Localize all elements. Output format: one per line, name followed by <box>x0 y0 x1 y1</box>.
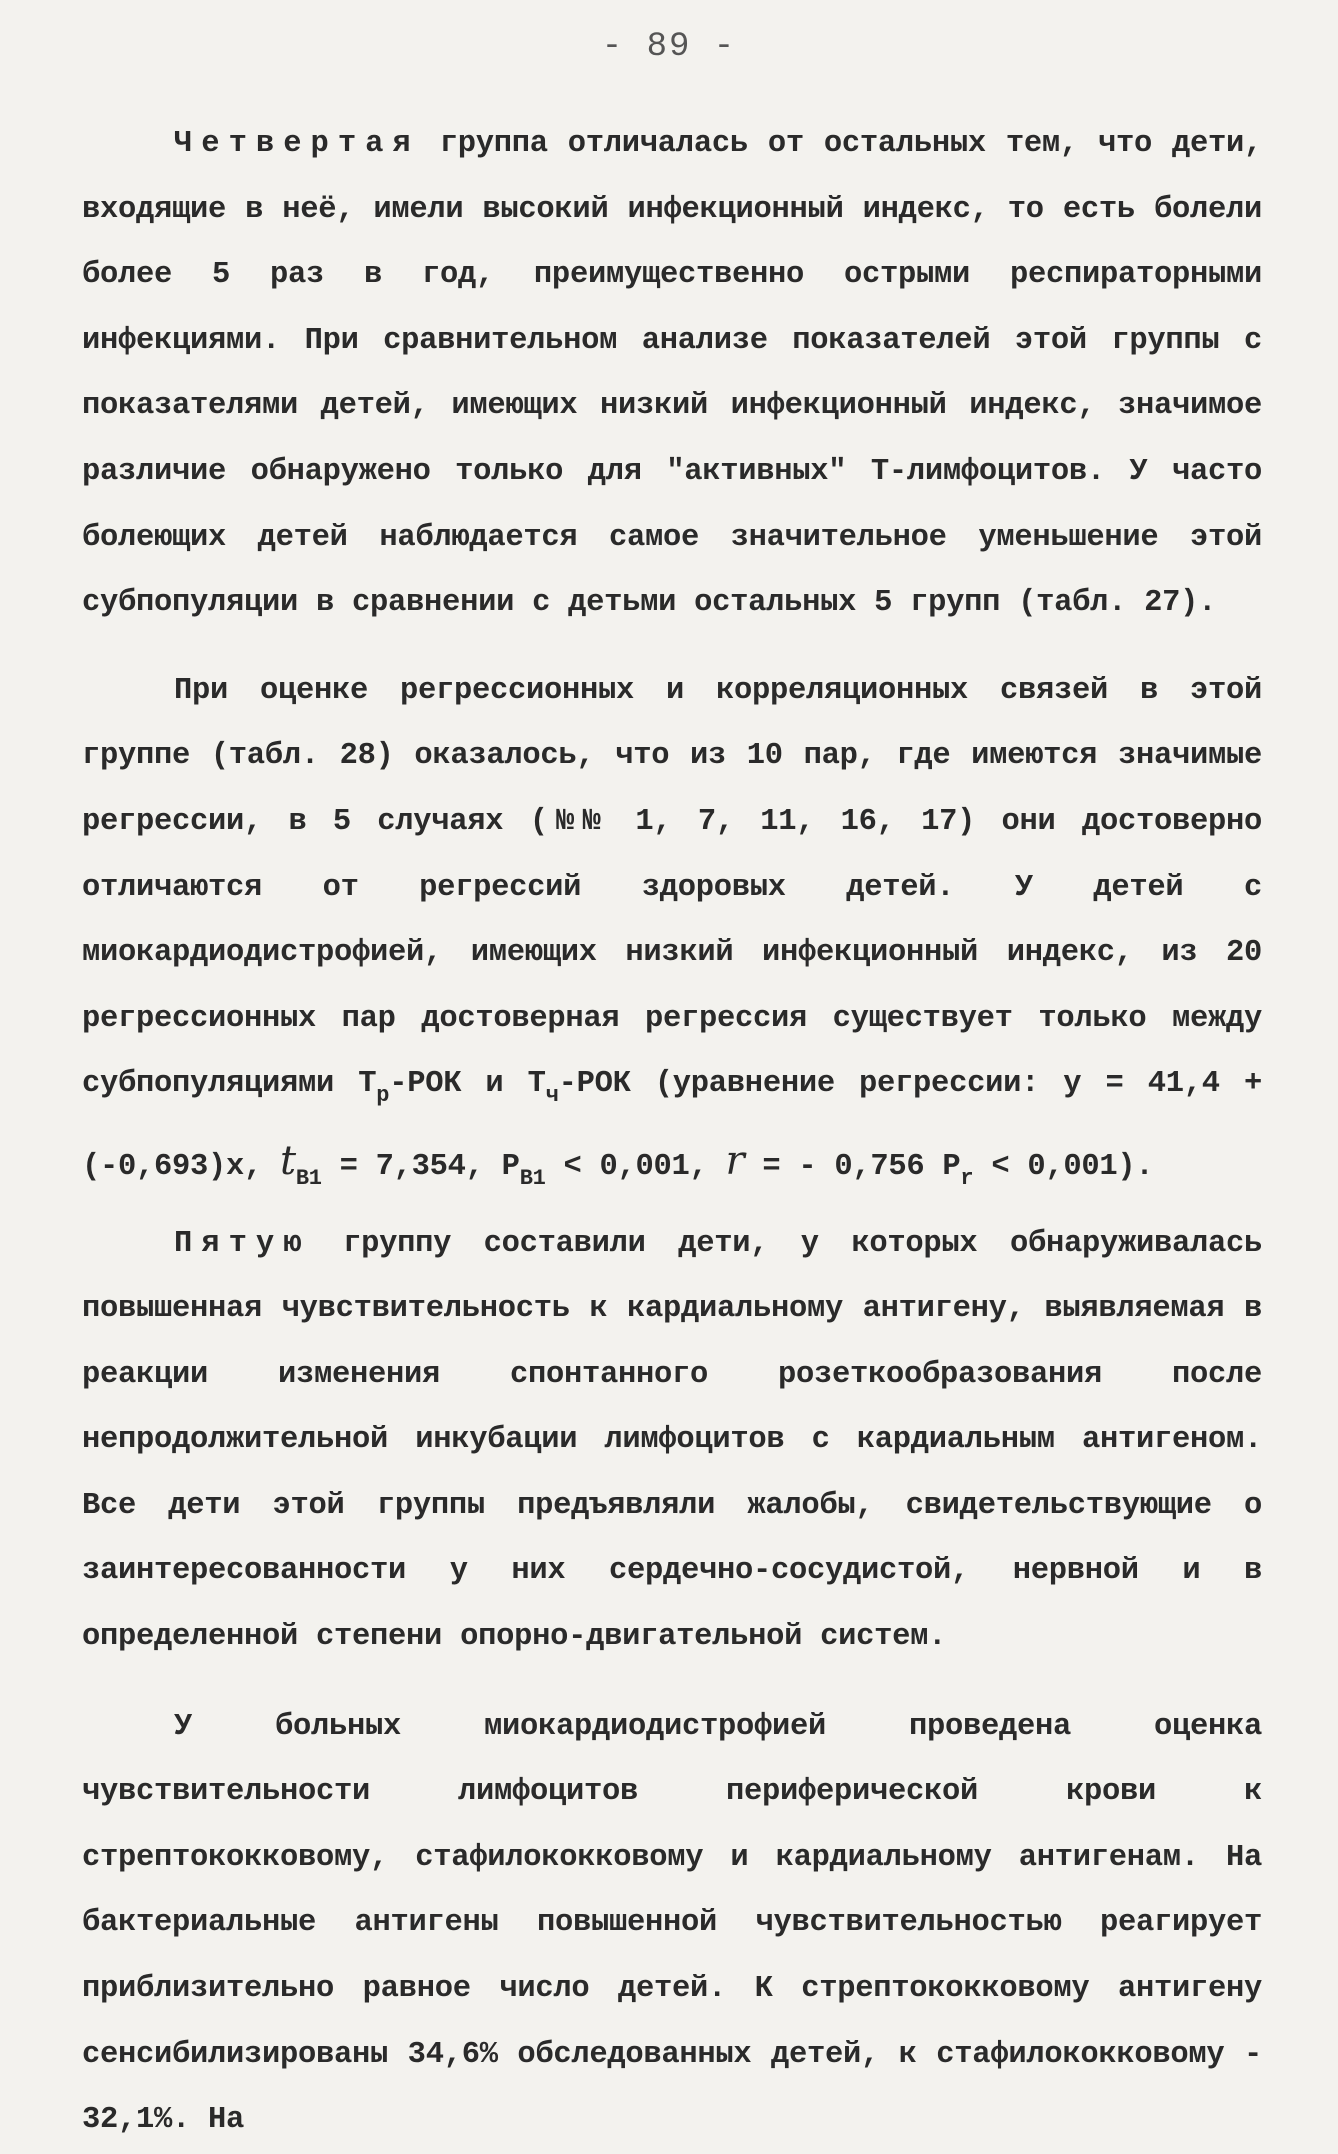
paragraph-fifth-text: группу составили дети, у которых обнаруживалась повышенная чувствительность к кардиальному антигену, выявляемая в реакции изменения спонтанного розеткообразования после непродолжительной инкубации лимфоцитов с кардиальным антигеном. Все дети этой группы предъявляли жалобы, свидетельствующие о заинтересованности у них сердечно-сосудистой, нервной и в определенной степени опорно-двигательной систем. <box>82 1226 1262 1655</box>
document-body <box>82 112 1262 2154</box>
paragraph-antigens-text: У больных миокардиодистрофией проведена оценка чувствительности лимфоцитов периферической крови к стрептококковому, стафилококковому и кардиальному антигенам. На бактериальные антигены повышенной чувствительностью реагирует приблизительно равное число детей. К стрептококковому антигену сенсибилизированы 34,6% обследованных детей, к стафилококковому - 32,1%. На <box>82 1709 1262 2138</box>
r-symbol: r <box>725 1137 745 1184</box>
subscript-r: r <box>960 1165 974 1191</box>
paragraph-regression <box>82 659 1262 1212</box>
paragraph-fifth-group <box>82 1212 1262 1671</box>
page-number: - 89 - <box>601 28 737 66</box>
regression-text-b: -РОК и Т <box>389 1067 546 1102</box>
spaced-word-fourth: Четвертая <box>174 127 420 161</box>
regression-text-f: = - 0,756 P <box>744 1149 961 1184</box>
subscript-b1: B1 <box>295 1165 322 1191</box>
subscript-ch: ч <box>545 1083 559 1109</box>
regression-text-g: < 0,001). <box>973 1149 1154 1184</box>
subscript-b1-p: B1 <box>519 1165 546 1191</box>
subscript-p: р <box>376 1083 390 1109</box>
paragraph-fourth-group <box>82 112 1262 637</box>
t-symbol: t <box>280 1137 296 1184</box>
regression-text-d: = 7,354, P <box>321 1149 520 1184</box>
paragraph-fourth-text: группа отличалась от остальных тем, что дети, входящие в неё, имели высокий инфекционный индекс, то есть болели более 5 раз в год, преимущественно острыми респираторными инфекциями. При сравнительном анализе показателей этой группы с показателями детей, имеющих низкий инфекционный индекс, значимое различие обнаружено только для "активных" Т-лимфоцитов. У часто болеющих детей наблюдается самое значительное уменьшение этой субпопуляции в сравнении с детьми остальных 5 групп (табл. 27). <box>82 127 1262 621</box>
paragraph-antigens <box>82 1695 1262 2154</box>
regression-text-c: -РОК (уравнение регрессии: у = 41,4 + (-0,693)х, <box>82 1067 1262 1184</box>
regression-text-e: < 0,001, <box>545 1149 726 1184</box>
spaced-word-fifth: Пятую <box>174 1226 311 1261</box>
regression-text-a: При оценке регрессионных и корреляционных связей в этой группе (табл. 28) оказалось, что из 10 пар, где имеются значимые регрессии, в 5 случаях (№№ 1, 7, 11, 16, 17) они достоверно отличаются от регрессий здоровых детей. У детей с миокардиодистрофией, имеющих низкий инфекционный индекс, из 20 регрессионных пар достоверная регрессия существует только между субпопуляциями Т <box>82 673 1262 1102</box>
